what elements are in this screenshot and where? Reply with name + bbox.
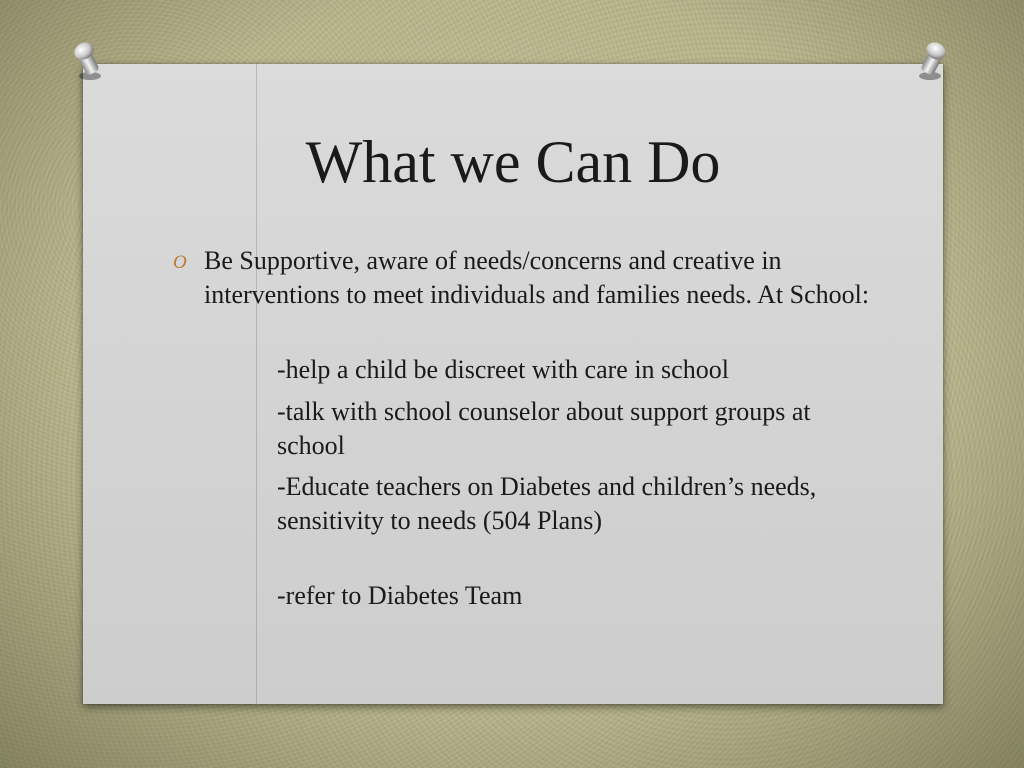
sub-item-diabetes-team: -refer to Diabetes Team — [277, 581, 523, 610]
push-pin-icon — [70, 40, 106, 82]
push-pin-icon — [914, 40, 950, 82]
bullet-text: Be Supportive, aware of needs/concerns and creative in interventions to meet individuals and families needs. At School: — [204, 246, 870, 309]
slide-title: What we Can Do — [305, 129, 721, 195]
slide-card — [83, 64, 943, 704]
sub-item-educate-teachers: -Educate teachers on Diabetes and children’s needs, sensitivity to needs (504 Plans) — [277, 472, 817, 535]
bullet-marker-icon: O — [173, 252, 187, 273]
sub-item-discreet-care: -help a child be discreet with care in school — [277, 355, 729, 384]
sub-item-school-counselor: -talk with school counselor about support groups at school — [277, 397, 811, 460]
